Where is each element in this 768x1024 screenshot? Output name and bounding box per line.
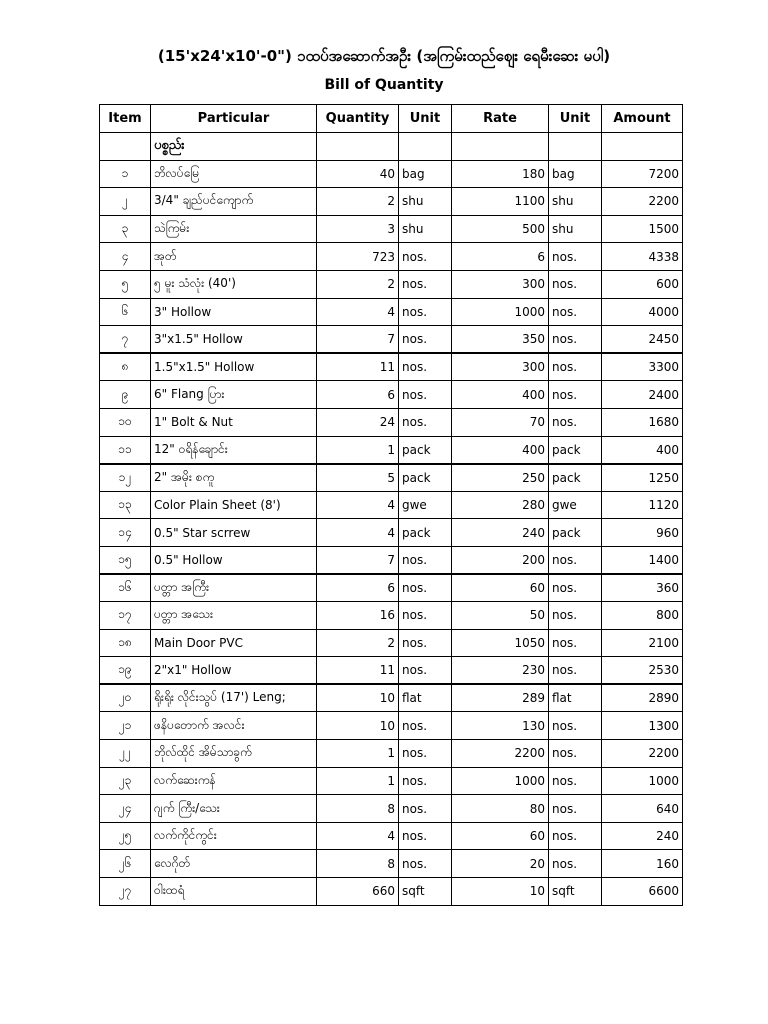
document-title: (15'x24'x10'-0") ၁ထပ်အဆောက်အဦး (အကြမ်းထည်ဈေး ရေမီးဆေး မပါ) [157, 47, 611, 65]
quantity-cell: 24 [317, 408, 399, 436]
rate-cell: 1100 [452, 188, 549, 216]
rate-cell: 250 [452, 464, 549, 492]
unit-cell: nos. [399, 270, 452, 298]
item-cell: ၂၀ [100, 684, 151, 712]
quantity-cell: 2 [317, 629, 399, 657]
rate-unit-cell: nos. [549, 270, 602, 298]
rate-cell: 60 [452, 574, 549, 602]
particular-cell: 3" Hollow [151, 298, 317, 326]
item-cell: ၂၅ [100, 822, 151, 850]
unit-cell: nos. [399, 740, 452, 768]
amount-cell: 6600 [602, 878, 683, 906]
table-row [100, 712, 683, 740]
rate-unit-cell: shu [549, 215, 602, 243]
quantity-cell: 2 [317, 188, 399, 216]
item-cell: ၃ [100, 215, 151, 243]
item-cell: ၈ [100, 353, 151, 381]
unit-cell: nos. [399, 629, 452, 657]
rate-unit-cell: nos. [549, 795, 602, 823]
item-cell: ၁၈ [100, 629, 151, 657]
amount-cell: 4000 [602, 298, 683, 326]
rate-cell: 70 [452, 408, 549, 436]
quantity-cell: 8 [317, 850, 399, 878]
amount-cell: 2200 [602, 740, 683, 768]
rate-cell: 200 [452, 546, 549, 574]
particular-cell: 12" ဝရိန်ချောင်း [151, 436, 317, 464]
particular-cell: သဲကြမ်း [151, 215, 317, 243]
quantity-cell: 11 [317, 657, 399, 685]
table-row [100, 684, 683, 712]
amount-cell: 240 [602, 822, 683, 850]
table-row [100, 298, 683, 326]
particular-cell: အုတ် [151, 243, 317, 271]
table-row [100, 574, 683, 602]
rate-cell: 180 [452, 160, 549, 188]
quantity-cell: 1 [317, 740, 399, 768]
unit-cell: nos. [399, 767, 452, 795]
col-header-unit: Unit [399, 105, 452, 133]
unit-cell: nos. [399, 574, 452, 602]
unit-cell: bag [399, 160, 452, 188]
rate-cell: 60 [452, 822, 549, 850]
unit-cell: nos. [399, 298, 452, 326]
item-cell: ၂ [100, 188, 151, 216]
amount-cell: 3300 [602, 353, 683, 381]
rate-cell: 130 [452, 712, 549, 740]
amount-cell: 2400 [602, 381, 683, 409]
particular-cell: 3/4" ချည်ပင်ကျောက် [151, 188, 317, 216]
table-row [100, 795, 683, 823]
amount-cell: 360 [602, 574, 683, 602]
amount-cell: 600 [602, 270, 683, 298]
table-header-row [100, 105, 683, 133]
amount-cell: 160 [602, 850, 683, 878]
rate-unit-cell: nos. [549, 298, 602, 326]
rate-cell: 230 [452, 657, 549, 685]
table-row [100, 270, 683, 298]
quantity-cell: 3 [317, 215, 399, 243]
amount-cell: 1000 [602, 767, 683, 795]
rate-unit-cell: nos. [549, 381, 602, 409]
quantity-cell: 11 [317, 353, 399, 381]
table-row [100, 436, 683, 464]
rate-unit-cell: nos. [549, 850, 602, 878]
rate-cell: 1000 [452, 298, 549, 326]
quantity-cell: 10 [317, 712, 399, 740]
particular-cell: 0.5" Hollow [151, 546, 317, 574]
unit-cell: gwe [399, 491, 452, 519]
quantity-cell: 4 [317, 491, 399, 519]
particular-cell: လေဂိုတ် [151, 850, 317, 878]
particular-cell: 1" Bolt & Nut [151, 408, 317, 436]
rate-unit-cell: nos. [549, 629, 602, 657]
quantity-cell: 5 [317, 464, 399, 492]
amount-cell: 1500 [602, 215, 683, 243]
rate-unit-cell: bag [549, 160, 602, 188]
amount-cell: 2450 [602, 326, 683, 354]
unit-cell: nos. [399, 243, 452, 271]
amount-cell: 1250 [602, 464, 683, 492]
particular-cell: ရိုးရိုး လိုင်းသွပ် (17') Leng; [151, 684, 317, 712]
particular-cell: 6" Flang ပြား [151, 381, 317, 409]
unit-cell: nos. [399, 546, 452, 574]
rate-unit-cell: nos. [549, 546, 602, 574]
table-row [100, 353, 683, 381]
unit-cell: pack [399, 464, 452, 492]
col-header-quantity: Quantity [317, 105, 399, 133]
table-row [100, 657, 683, 685]
quantity-cell: 2 [317, 270, 399, 298]
amount-cell: 2100 [602, 629, 683, 657]
quantity-cell: 4 [317, 298, 399, 326]
col-header-amount: Amount [602, 105, 683, 133]
table-row [100, 464, 683, 492]
rate-unit-cell: pack [549, 436, 602, 464]
rate-cell: 10 [452, 878, 549, 906]
particular-cell: ဖနိပတောက် အလင်း [151, 712, 317, 740]
amount-cell: 960 [602, 519, 683, 547]
unit-cell: sqft [399, 878, 452, 906]
rate-cell: 400 [452, 381, 549, 409]
table-row [100, 767, 683, 795]
table-row [100, 326, 683, 354]
particular-cell: ဘိလပ်မြေ [151, 160, 317, 188]
unit-cell: nos. [399, 657, 452, 685]
particular-cell: လက်ကိုင်ကွင်း [151, 822, 317, 850]
item-cell: ၁၇ [100, 602, 151, 630]
item-cell: ၂၇ [100, 878, 151, 906]
table-row [100, 519, 683, 547]
rate-cell: 20 [452, 850, 549, 878]
quantity-cell: 1 [317, 436, 399, 464]
rate-unit-cell: nos. [549, 353, 602, 381]
item-cell: ၂၃ [100, 767, 151, 795]
amount-cell: 1400 [602, 546, 683, 574]
table-row [100, 629, 683, 657]
rate-cell: 2200 [452, 740, 549, 768]
unit-cell: pack [399, 519, 452, 547]
rate-unit-cell: gwe [549, 491, 602, 519]
amount-cell: 800 [602, 602, 683, 630]
particular-cell: 0.5" Star scrrew [151, 519, 317, 547]
item-cell: ၁၃ [100, 491, 151, 519]
rate-cell: 1050 [452, 629, 549, 657]
rate-cell: 1000 [452, 767, 549, 795]
amount-cell: 1120 [602, 491, 683, 519]
quantity-cell: 660 [317, 878, 399, 906]
rate-unit-cell: nos. [549, 822, 602, 850]
item-cell: ၄ [100, 243, 151, 271]
table-row [100, 243, 683, 271]
amount-cell: 7200 [602, 160, 683, 188]
rate-cell: 289 [452, 684, 549, 712]
amount-cell: 2530 [602, 657, 683, 685]
unit-cell: nos. [399, 850, 452, 878]
unit-cell: pack [399, 436, 452, 464]
quantity-cell: 1 [317, 767, 399, 795]
col-header-unit-2: Unit [549, 105, 602, 133]
quantity-cell: 6 [317, 381, 399, 409]
rate-cell: 400 [452, 436, 549, 464]
rate-cell: 300 [452, 353, 549, 381]
quantity-cell: 6 [317, 574, 399, 602]
rate-cell: 50 [452, 602, 549, 630]
item-cell: ၁၀ [100, 408, 151, 436]
unit-cell: nos. [399, 602, 452, 630]
quantity-cell: 7 [317, 326, 399, 354]
rate-unit-cell: nos. [549, 408, 602, 436]
item-cell: ၅ [100, 270, 151, 298]
quantity-cell: 4 [317, 519, 399, 547]
table-row [100, 602, 683, 630]
table-row [100, 850, 683, 878]
bill-of-quantity-table [99, 104, 683, 906]
rate-unit-cell: pack [549, 519, 602, 547]
quantity-cell: 7 [317, 546, 399, 574]
amount-cell: 400 [602, 436, 683, 464]
rate-unit-cell: flat [549, 684, 602, 712]
unit-cell: flat [399, 684, 452, 712]
particular-cell: Color Plain Sheet (8') [151, 491, 317, 519]
particular-cell: ဘိုလ်ထိုင် အိမ်သာခွက် [151, 740, 317, 768]
table-row [100, 822, 683, 850]
rate-cell: 80 [452, 795, 549, 823]
unit-cell: nos. [399, 326, 452, 354]
quantity-cell: 8 [317, 795, 399, 823]
item-cell: ၁၂ [100, 464, 151, 492]
table-row [100, 408, 683, 436]
amount-cell: 2200 [602, 188, 683, 216]
section-item-cell [100, 133, 151, 161]
unit-cell: shu [399, 188, 452, 216]
item-cell: ၁၆ [100, 574, 151, 602]
item-cell: ၂၄ [100, 795, 151, 823]
item-cell: ၉ [100, 381, 151, 409]
table-row [100, 491, 683, 519]
col-header-particular: Particular [151, 105, 317, 133]
particular-cell: 2" အမိုး စကူ [151, 464, 317, 492]
table-row [100, 546, 683, 574]
item-cell: ၁၉ [100, 657, 151, 685]
item-cell: ၁၁ [100, 436, 151, 464]
unit-cell: nos. [399, 795, 452, 823]
particular-cell: 3"x1.5" Hollow [151, 326, 317, 354]
particular-cell: Main Door PVC [151, 629, 317, 657]
rate-unit-cell: nos. [549, 243, 602, 271]
table-row [100, 160, 683, 188]
amount-cell: 4338 [602, 243, 683, 271]
quantity-cell: 40 [317, 160, 399, 188]
amount-cell: 1680 [602, 408, 683, 436]
unit-cell: nos. [399, 381, 452, 409]
rate-unit-cell: nos. [549, 326, 602, 354]
rate-unit-cell: nos. [549, 602, 602, 630]
quantity-cell: 4 [317, 822, 399, 850]
item-cell: ၆ [100, 298, 151, 326]
item-cell: ၇ [100, 326, 151, 354]
particular-cell: 1.5"x1.5" Hollow [151, 353, 317, 381]
unit-cell: nos. [399, 408, 452, 436]
section-label: ပစ္စည်း [151, 133, 317, 161]
quantity-cell: 16 [317, 602, 399, 630]
section-row [100, 133, 683, 161]
table-row [100, 188, 683, 216]
table-row [100, 878, 683, 906]
particular-cell: ပတ္တာ အသေး [151, 602, 317, 630]
particular-cell: ဂျက် ကြီး/သေး [151, 795, 317, 823]
rate-unit-cell: shu [549, 188, 602, 216]
col-header-rate: Rate [452, 105, 549, 133]
unit-cell: shu [399, 215, 452, 243]
rate-cell: 500 [452, 215, 549, 243]
particular-cell: 2"x1" Hollow [151, 657, 317, 685]
particular-cell: လက်ဆေးကန် [151, 767, 317, 795]
particular-cell: ပတ္တာ အကြီး [151, 574, 317, 602]
item-cell: ၂၆ [100, 850, 151, 878]
rate-unit-cell: nos. [549, 574, 602, 602]
item-cell: ၂၁ [100, 712, 151, 740]
amount-cell: 640 [602, 795, 683, 823]
rate-unit-cell: sqft [549, 878, 602, 906]
particular-cell: ဝါးထရံ [151, 878, 317, 906]
col-header-item: Item [100, 105, 151, 133]
item-cell: ၂၂ [100, 740, 151, 768]
table-row [100, 740, 683, 768]
document-subtitle: Bill of Quantity [324, 77, 444, 93]
item-cell: ၁ [100, 160, 151, 188]
item-cell: ၁၅ [100, 546, 151, 574]
rate-cell: 240 [452, 519, 549, 547]
particular-cell: ၅ မူး သံလုံး (40') [151, 270, 317, 298]
rate-cell: 280 [452, 491, 549, 519]
rate-unit-cell: nos. [549, 740, 602, 768]
table-row [100, 381, 683, 409]
quantity-cell: 723 [317, 243, 399, 271]
rate-cell: 350 [452, 326, 549, 354]
rate-cell: 300 [452, 270, 549, 298]
item-cell: ၁၄ [100, 519, 151, 547]
rate-unit-cell: pack [549, 464, 602, 492]
unit-cell: nos. [399, 712, 452, 740]
rate-unit-cell: nos. [549, 712, 602, 740]
rate-cell: 6 [452, 243, 549, 271]
table-row [100, 215, 683, 243]
rate-unit-cell: nos. [549, 767, 602, 795]
rate-unit-cell: nos. [549, 657, 602, 685]
amount-cell: 2890 [602, 684, 683, 712]
amount-cell: 1300 [602, 712, 683, 740]
unit-cell: nos. [399, 822, 452, 850]
unit-cell: nos. [399, 353, 452, 381]
quantity-cell: 10 [317, 684, 399, 712]
